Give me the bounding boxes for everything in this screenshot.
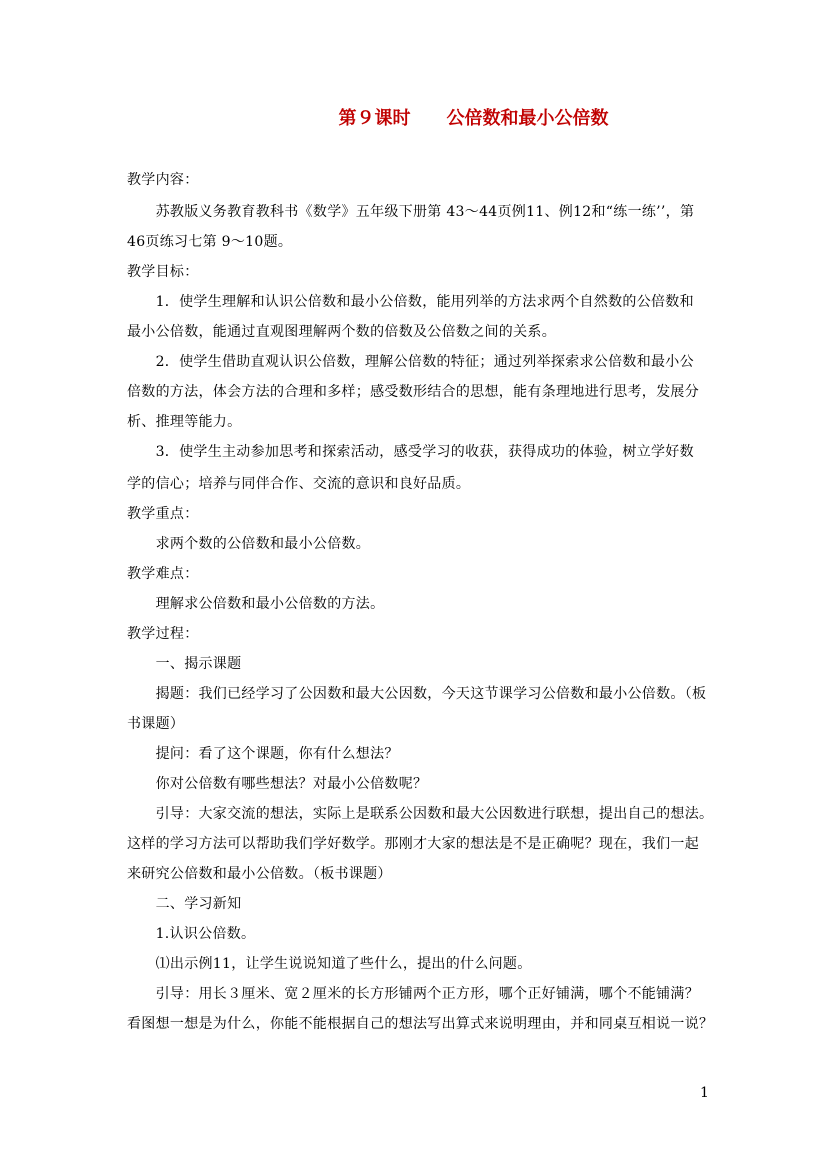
- text-line: 求两个数的公倍数和最小公倍数。: [127, 536, 371, 552]
- text-line: 书课题）: [127, 716, 185, 732]
- text-line: 教学内容：: [127, 172, 199, 188]
- text-line: 这样的学习方法可以帮助我们学好数学。那刚才大家的想法是不是正确呢？现在，我们一起: [127, 836, 699, 852]
- text-line: 教学重点：: [127, 506, 199, 522]
- text-line: 教学难点：: [127, 566, 199, 582]
- page-title: [0, 104, 827, 130]
- text-line: 来研究公倍数和最小公倍数。（板书课题）: [127, 866, 392, 882]
- text-line: 倍数的方法，体会方法的合理和多样；感受数形结合的思想，能有条理地进行思考，发展分: [127, 384, 699, 400]
- text-line: 引导：用长３厘米、宽２厘米的长方形铺两个正方形，哪个正好铺满，哪个不能铺满？: [127, 986, 699, 1002]
- text-line: 1.认识公倍数。: [127, 926, 256, 942]
- lesson-topic: 公倍数和最小公倍数: [446, 108, 609, 129]
- text-line: 2．使学生借助直观认识公倍数，理解公倍数的特征；通过列举探索求公倍数和最小公: [127, 354, 694, 370]
- text-line: 你对公倍数有哪些想法？对最小公倍数呢？: [127, 776, 428, 792]
- text-line: 46页练习七第 9～10题。: [127, 234, 293, 250]
- text-line: 揭题：我们已经学习了公因数和最大公因数，今天这节课学习公倍数和最小公倍数。（板: [127, 686, 707, 702]
- text-line: 一、揭示课题: [127, 656, 242, 672]
- text-line: 最小公倍数，能通过直观图理解两个数的倍数及公倍数之间的关系。: [127, 324, 556, 340]
- text-line: 理解求公倍数和最小公倍数的方法。: [127, 596, 385, 612]
- text-line: 1．使学生理解和认识公倍数和最小公倍数，能用列举的方法求两个自然数的公倍数和: [127, 294, 694, 310]
- text-line: 3．使学生主动参加思考和探索活动，感受学习的收获，获得成功的体验，树立学好数: [127, 444, 694, 460]
- text-line: 析、推理等能力。: [127, 414, 242, 430]
- lesson-number: 第９课时: [338, 108, 411, 129]
- text-line: 提问：看了这个课题，你有什么想法？: [127, 746, 399, 762]
- text-line: 教学过程：: [127, 626, 199, 642]
- text-line: 二、学习新知: [127, 896, 242, 912]
- text-line: 学的信心；培养与同伴合作、交流的意识和良好品质。: [127, 476, 471, 492]
- page-number: 1: [700, 1085, 709, 1101]
- text-line: 苏教版义务教育教科书《数学》五年级下册第 43～44页例11、例12和“练一练’’，第: [127, 204, 695, 220]
- text-line: 引导：大家交流的想法，实际上是联系公因数和最大公因数进行联想，提出自己的想法。: [127, 806, 714, 822]
- text-line: 教学目标：: [127, 264, 199, 280]
- text-line: 看图想一想是为什么，你能不能根据自己的想法写出算式来说明理由，并和同桌互相说一说？: [127, 1016, 714, 1032]
- text-line: ⑴出示例11，让学生说说知道了些什么，提出的什么问题。: [127, 956, 532, 972]
